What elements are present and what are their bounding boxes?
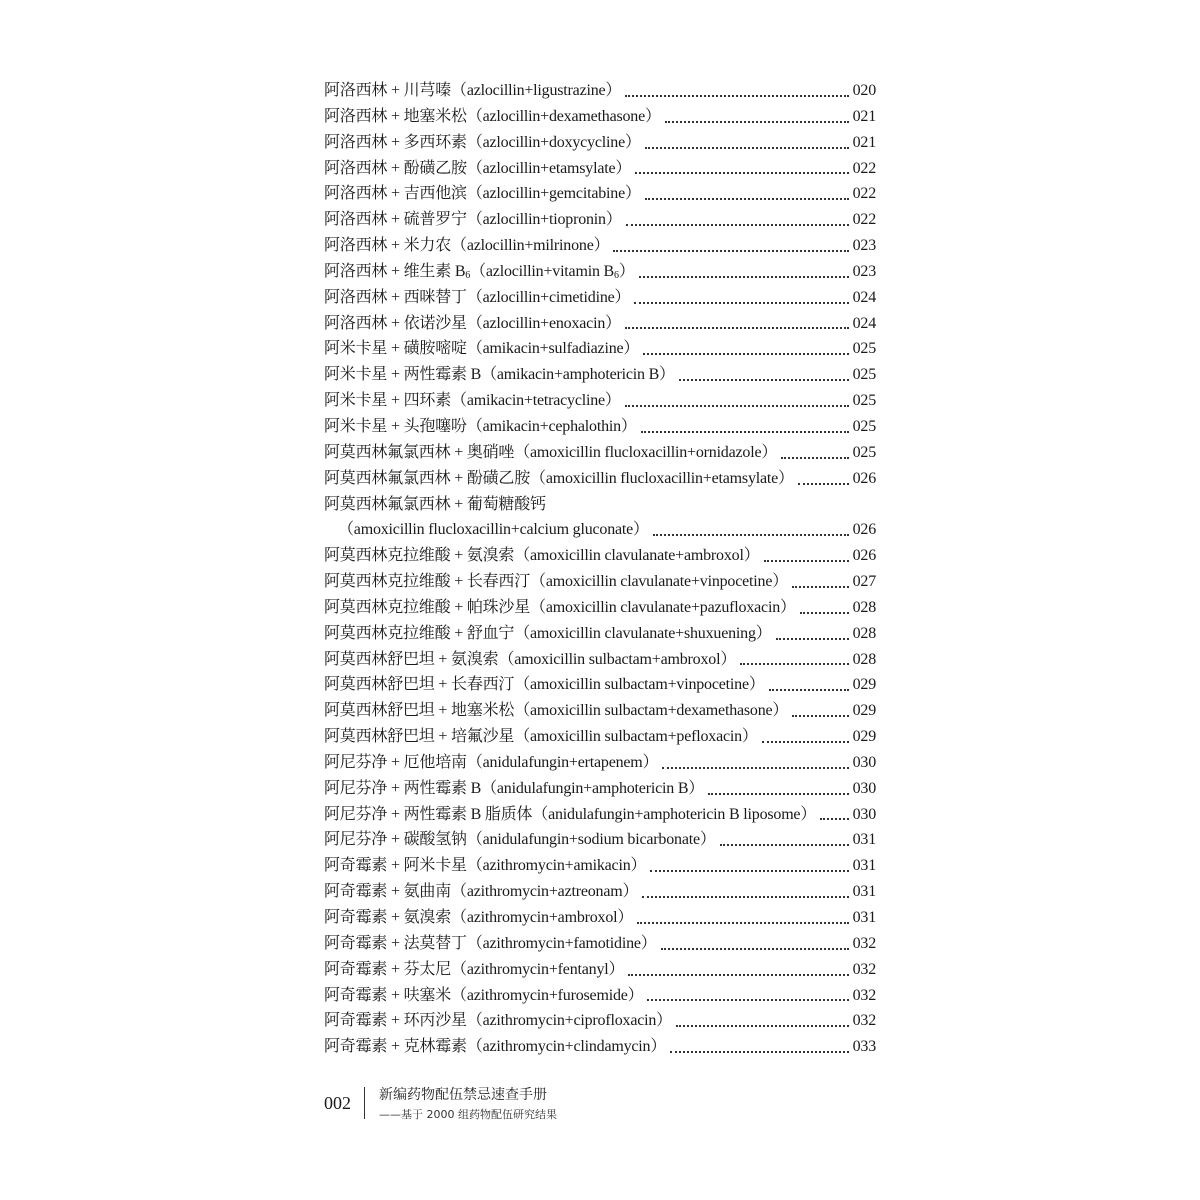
entry-chinese-name: 阿尼芬净 + 厄他培南 — [324, 753, 467, 771]
toc-page-number: 025 — [852, 366, 876, 384]
toc-entry-title — [324, 853, 646, 879]
toc-page-number: 022 — [852, 185, 876, 203]
entry-chinese-name: 阿米卡星 + 磺胺嘧啶 — [324, 340, 467, 358]
toc-page-number: 022 — [852, 159, 876, 177]
entry-english-name: （amoxicillin clavulanate+shuxuening） — [514, 624, 772, 642]
toc-entry-title — [324, 879, 638, 905]
toc-entry-title — [324, 517, 649, 543]
toc-entry-title — [324, 543, 760, 569]
dot-leader — [792, 586, 849, 588]
entry-english-name: （azlocillin+gemcitabine） — [466, 185, 641, 203]
toc-entry[interactable] — [324, 983, 876, 1009]
toc-entry[interactable] — [324, 517, 876, 543]
toc-entry-title — [324, 130, 641, 156]
toc-entry[interactable] — [324, 802, 876, 828]
entry-chinese-name: 阿奇霉素 + 克林霉素 — [324, 1038, 467, 1056]
toc-entry[interactable] — [324, 905, 876, 931]
toc-page-number: 030 — [852, 753, 876, 771]
entry-english-name: （azithromycin+ciprofloxacin） — [466, 1012, 672, 1030]
entry-english-name-tail: ） — [618, 262, 635, 280]
toc-entry-title — [324, 724, 758, 750]
toc-entry[interactable] — [324, 931, 876, 957]
entry-english-name: （amoxicillin flucloxacillin+ornidazole） — [514, 443, 778, 461]
dot-leader — [800, 612, 849, 614]
dot-leader — [662, 767, 848, 769]
dot-leader — [647, 999, 848, 1001]
toc-entry[interactable] — [324, 130, 876, 156]
toc-page-number: 031 — [852, 831, 876, 849]
entry-chinese-name: 阿莫西林舒巴坦 + 地塞米松 — [324, 702, 515, 720]
entry-english-name: （anidulafungin+amphotericin B liposome） — [532, 805, 817, 823]
toc-entry[interactable] — [324, 543, 876, 569]
toc-page-number: 032 — [852, 1012, 876, 1030]
entry-chinese-name: 阿米卡星 + 四环素 — [324, 392, 452, 410]
toc-entry[interactable] — [324, 414, 876, 440]
entry-english-name: （azlocillin+dexamethasone） — [466, 107, 661, 125]
toc-page-number: 024 — [852, 314, 876, 332]
toc-entry-title — [324, 621, 772, 647]
toc-entry[interactable] — [324, 827, 876, 853]
entry-english-name: （amoxicillin flucloxacillin+etamsylate） — [530, 469, 794, 487]
entry-english-name: （azlocillin+vitamin B — [470, 262, 615, 280]
entry-english-name: （azithromycin+amikacin） — [466, 857, 647, 875]
dot-leader — [625, 95, 848, 97]
toc-entry[interactable] — [324, 259, 876, 285]
dot-leader — [769, 689, 849, 691]
entry-chinese-name: 阿奇霉素 + 氨溴索 — [324, 909, 452, 926]
dot-leader — [645, 147, 849, 149]
toc-entry-title — [324, 672, 765, 698]
toc-entry-title — [324, 983, 643, 1009]
toc-entry[interactable] — [324, 440, 876, 466]
entry-english-name: （amoxicillin sulbactam+vinpocetine） — [514, 676, 765, 694]
toc-entry-title — [324, 311, 621, 337]
dot-leader — [764, 560, 849, 562]
entry-english-name: （amikacin+tetracycline） — [451, 392, 621, 410]
entry-chinese-name: 阿洛西林 + 川芎嗪 — [324, 82, 452, 99]
toc-page-number: 025 — [852, 392, 876, 410]
toc-entry[interactable] — [324, 156, 876, 182]
dot-leader — [653, 534, 849, 536]
entry-chinese-name: 阿尼芬净 + 碳酸氢钠 — [324, 831, 467, 849]
toc-page-number: 028 — [852, 650, 876, 668]
toc-entry-title — [324, 362, 675, 388]
toc-page-number: 031 — [852, 883, 876, 901]
toc-entry[interactable] — [324, 207, 876, 233]
entry-chinese-name: 阿莫西林氟氯西林 + 酚磺乙胺 — [324, 469, 531, 487]
toc-page-number: 031 — [852, 857, 876, 875]
toc-entry-title — [324, 492, 546, 518]
entry-english-name: （azithromycin+furosemide） — [451, 986, 644, 1004]
toc-page-number: 030 — [852, 805, 876, 823]
footer-titles — [379, 1084, 557, 1122]
dot-leader — [643, 353, 848, 355]
toc-page-number: 032 — [852, 960, 876, 978]
toc-entry-title — [324, 802, 816, 828]
toc-page-number: 023 — [852, 262, 876, 280]
dot-leader — [650, 870, 848, 872]
dot-leader — [762, 741, 849, 743]
toc-page-number: 023 — [852, 237, 876, 255]
entry-english-name: （azlocillin+cimetidine） — [466, 288, 631, 306]
toc-entry-title — [324, 466, 794, 492]
toc-entry[interactable] — [324, 362, 876, 388]
toc-page-number: 029 — [852, 728, 876, 746]
entry-english-name: （azithromycin+fentanyl） — [451, 960, 625, 978]
toc-entry[interactable] — [324, 853, 876, 879]
entry-english-name: （azithromycin+aztreonam） — [451, 883, 639, 901]
entry-english-name: （amikacin+amphotericin B） — [481, 366, 675, 384]
toc-entry[interactable] — [324, 104, 876, 130]
toc-entry-title — [324, 647, 736, 673]
dot-leader — [781, 457, 848, 459]
entry-chinese-name: 阿莫西林氟氯西林 + 奥硝唑 — [324, 443, 515, 461]
dot-leader — [820, 818, 848, 820]
toc-page-number: 025 — [852, 443, 876, 461]
entry-chinese-name: 阿奇霉素 + 环丙沙星 — [324, 1012, 467, 1030]
toc-page-number: 026 — [852, 547, 876, 565]
toc-entry[interactable] — [324, 750, 876, 776]
toc-entry-title — [324, 336, 639, 362]
toc-entry-title — [324, 1034, 666, 1060]
book-subtitle: ——基于 2000 组药物配伍研究结果 — [379, 1108, 557, 1121]
toc-entry[interactable] — [324, 492, 876, 518]
entry-english-name: （anidulafungin+amphotericin B） — [481, 779, 705, 797]
entry-subscript: 6 — [465, 269, 471, 281]
toc-entry[interactable] — [324, 776, 876, 802]
book-title: 新编药物配伍禁忌速查手册 — [379, 1087, 547, 1103]
toc-page-number: 025 — [852, 340, 876, 358]
toc-entry-title — [324, 569, 788, 595]
toc-entry-title — [324, 698, 788, 724]
toc-entry-title — [324, 285, 630, 311]
dot-leader — [625, 327, 849, 329]
entry-chinese-name: 阿奇霉素 + 阿米卡星 — [324, 857, 467, 875]
entry-english-name: （amoxicillin flucloxacillin+calcium gluconate） — [338, 521, 649, 539]
entry-english-name: （amoxicillin clavulanate+vinpocetine） — [530, 573, 789, 591]
toc-page-number: 028 — [852, 598, 876, 616]
toc-page-number: 027 — [852, 573, 876, 591]
entry-chinese-name: 阿奇霉素 + 氨曲南 — [324, 883, 452, 901]
toc-page-number: 033 — [852, 1038, 876, 1056]
entry-chinese-name: 阿莫西林克拉维酸 + 氨溴索 — [324, 547, 515, 565]
dot-leader — [720, 844, 849, 846]
entry-chinese-name: 阿莫西林克拉维酸 + 长春西汀 — [324, 573, 531, 591]
toc-entry-title — [324, 1008, 672, 1034]
entry-chinese-name: 阿米卡星 + 两性霉素 B — [324, 366, 482, 384]
entry-chinese-name: 阿莫西林舒巴坦 + 长春西汀 — [324, 676, 515, 694]
toc-entry[interactable] — [324, 595, 876, 621]
page-footer — [324, 1085, 557, 1121]
toc-entry[interactable] — [324, 285, 876, 311]
toc-entry[interactable] — [324, 621, 876, 647]
entry-english-name: （azlocillin+milrinone） — [451, 237, 610, 255]
entry-english-name: （amoxicillin sulbactam+ambroxol） — [498, 650, 737, 668]
toc-entry-title — [324, 181, 641, 207]
toc-page-number: 032 — [852, 934, 876, 952]
entry-english-name: （amoxicillin clavulanate+pazufloxacin） — [530, 598, 796, 616]
entry-chinese-name: 阿尼芬净 + 两性霉素 B — [324, 779, 482, 797]
entry-chinese-name: 阿洛西林 + 多西环素 — [324, 133, 467, 151]
toc-entry[interactable] — [324, 957, 876, 983]
dot-leader — [635, 172, 848, 174]
entry-chinese-name: 阿莫西林舒巴坦 + 培氟沙星 — [324, 728, 515, 746]
entry-chinese-name: 阿洛西林 + 地塞米松 — [324, 107, 467, 125]
toc-page-number: 032 — [852, 986, 876, 1004]
dot-leader — [676, 1025, 849, 1027]
toc-entry-title — [324, 750, 658, 776]
entry-english-name: （amikacin+cephalothin） — [466, 417, 637, 435]
entry-chinese-name: 阿洛西林 + 维生素 B — [324, 262, 466, 280]
footer-divider — [364, 1087, 365, 1119]
toc-page-number: 025 — [852, 417, 876, 435]
dot-leader — [798, 483, 849, 485]
dot-leader — [625, 405, 849, 407]
dot-leader — [708, 793, 849, 795]
entry-english-name: （azithromycin+ambroxol） — [451, 909, 634, 926]
entry-chinese-name: 阿奇霉素 + 法莫替丁 — [324, 934, 467, 952]
entry-english-name: （azlocillin+doxycycline） — [466, 133, 641, 151]
entry-chinese-name: 阿莫西林氟氯西林 + 葡萄糖酸钙 — [324, 495, 546, 513]
toc-entry-title — [324, 388, 621, 414]
toc-page-number: 030 — [852, 779, 876, 797]
toc-entry-title — [324, 414, 637, 440]
entry-chinese-name: 阿莫西林克拉维酸 + 舒血宁 — [324, 624, 515, 642]
toc-page-number: 020 — [852, 82, 876, 99]
dot-leader — [634, 302, 848, 304]
dot-leader — [642, 896, 848, 898]
dot-leader — [613, 250, 848, 252]
dot-leader — [661, 948, 849, 950]
entry-english-name: （amoxicillin sulbactam+pefloxacin） — [514, 728, 758, 746]
dot-leader — [626, 224, 849, 226]
toc-entry[interactable] — [324, 647, 876, 673]
toc-entry[interactable] — [324, 233, 876, 259]
page-number: 002 — [324, 1092, 351, 1113]
entry-english-name: （azithromycin+famotidine） — [466, 934, 657, 952]
toc-entry-title — [324, 259, 635, 285]
toc-page-number: 028 — [852, 624, 876, 642]
toc-entry[interactable] — [324, 466, 876, 492]
toc-page-number: 029 — [852, 676, 876, 694]
entry-chinese-name: 阿洛西林 + 吉西他滨 — [324, 185, 467, 203]
toc-entry[interactable] — [324, 336, 876, 362]
entry-english-name: （azlocillin+ligustrazine） — [451, 82, 622, 99]
toc-page-number: 021 — [852, 133, 876, 151]
entry-english-name: （azithromycin+clindamycin） — [466, 1038, 667, 1056]
toc-entry[interactable] — [324, 698, 876, 724]
toc-entry[interactable] — [324, 181, 876, 207]
toc-page-number: 022 — [852, 211, 876, 229]
toc-entry-title — [324, 78, 621, 104]
entry-chinese-name: 阿米卡星 + 头孢噻吩 — [324, 417, 467, 435]
toc-entry-title — [324, 827, 716, 853]
toc-entry-title — [324, 595, 796, 621]
entry-chinese-name: 阿洛西林 + 米力农 — [324, 237, 452, 255]
dot-leader — [792, 715, 848, 717]
dot-leader — [641, 431, 849, 433]
toc-entry[interactable] — [324, 672, 876, 698]
table-of-contents — [324, 78, 876, 1060]
toc-entry-title — [324, 905, 633, 931]
entry-english-name: （azlocillin+tiopronin） — [466, 211, 622, 229]
toc-entry[interactable] — [324, 1034, 876, 1060]
entry-english-name: （azlocillin+enoxacin） — [466, 314, 621, 332]
dot-leader — [670, 1051, 848, 1053]
toc-page-number: 026 — [852, 469, 876, 487]
toc-entry-title — [324, 776, 704, 802]
toc-entry-title — [324, 104, 661, 130]
toc-page-number: 029 — [852, 702, 876, 720]
entry-chinese-name: 阿尼芬净 + 两性霉素 B 脂质体 — [324, 805, 533, 823]
toc-entry[interactable] — [324, 569, 876, 595]
toc-page-number: 024 — [852, 288, 876, 306]
dot-leader — [665, 121, 849, 123]
toc-entry[interactable] — [324, 1008, 876, 1034]
toc-entry-title — [324, 931, 657, 957]
dot-leader — [679, 379, 849, 381]
toc-entry-title — [324, 207, 622, 233]
toc-entry-title — [324, 957, 624, 983]
toc-entry[interactable] — [324, 311, 876, 337]
toc-page-number: 026 — [852, 521, 876, 539]
entry-english-name: （amikacin+sulfadiazine） — [466, 340, 640, 358]
entry-chinese-name: 阿洛西林 + 西咪替丁 — [324, 288, 467, 306]
dot-leader — [639, 276, 849, 278]
entry-english-name: （azlocillin+etamsylate） — [466, 159, 632, 177]
toc-entry-title — [324, 233, 609, 259]
entry-english-name: （anidulafungin+sodium bicarbonate） — [466, 831, 716, 849]
entry-subscript: 6 — [614, 269, 619, 281]
entry-chinese-name: 阿奇霉素 + 芬太尼 — [324, 960, 452, 978]
entry-english-name: （anidulafungin+ertapenem） — [466, 753, 659, 771]
dot-leader — [776, 638, 849, 640]
entry-chinese-name: 阿洛西林 + 酚磺乙胺 — [324, 159, 467, 177]
entry-english-name: （amoxicillin sulbactam+dexamethasone） — [514, 702, 789, 720]
toc-entry[interactable] — [324, 388, 876, 414]
entry-english-name: （amoxicillin clavulanate+ambroxol） — [514, 547, 760, 565]
entry-chinese-name: 阿奇霉素 + 呋塞米 — [324, 986, 452, 1004]
entry-chinese-name: 阿莫西林克拉维酸 + 帕珠沙星 — [324, 598, 531, 616]
dot-leader — [628, 974, 848, 976]
toc-page-number: 021 — [852, 107, 876, 125]
toc-entry[interactable] — [324, 78, 876, 104]
dot-leader — [740, 663, 848, 665]
toc-entry[interactable] — [324, 879, 876, 905]
dot-leader — [645, 198, 849, 200]
toc-entry[interactable] — [324, 724, 876, 750]
toc-entry-title — [324, 440, 777, 466]
toc-entry-title — [324, 156, 631, 182]
entry-chinese-name: 阿洛西林 + 依诺沙星 — [324, 314, 467, 332]
toc-page-number: 031 — [852, 909, 876, 926]
entry-chinese-name: 阿洛西林 + 硫普罗宁 — [324, 211, 467, 229]
entry-chinese-name: 阿莫西林舒巴坦 + 氨溴索 — [324, 650, 499, 668]
dot-leader — [637, 922, 848, 924]
